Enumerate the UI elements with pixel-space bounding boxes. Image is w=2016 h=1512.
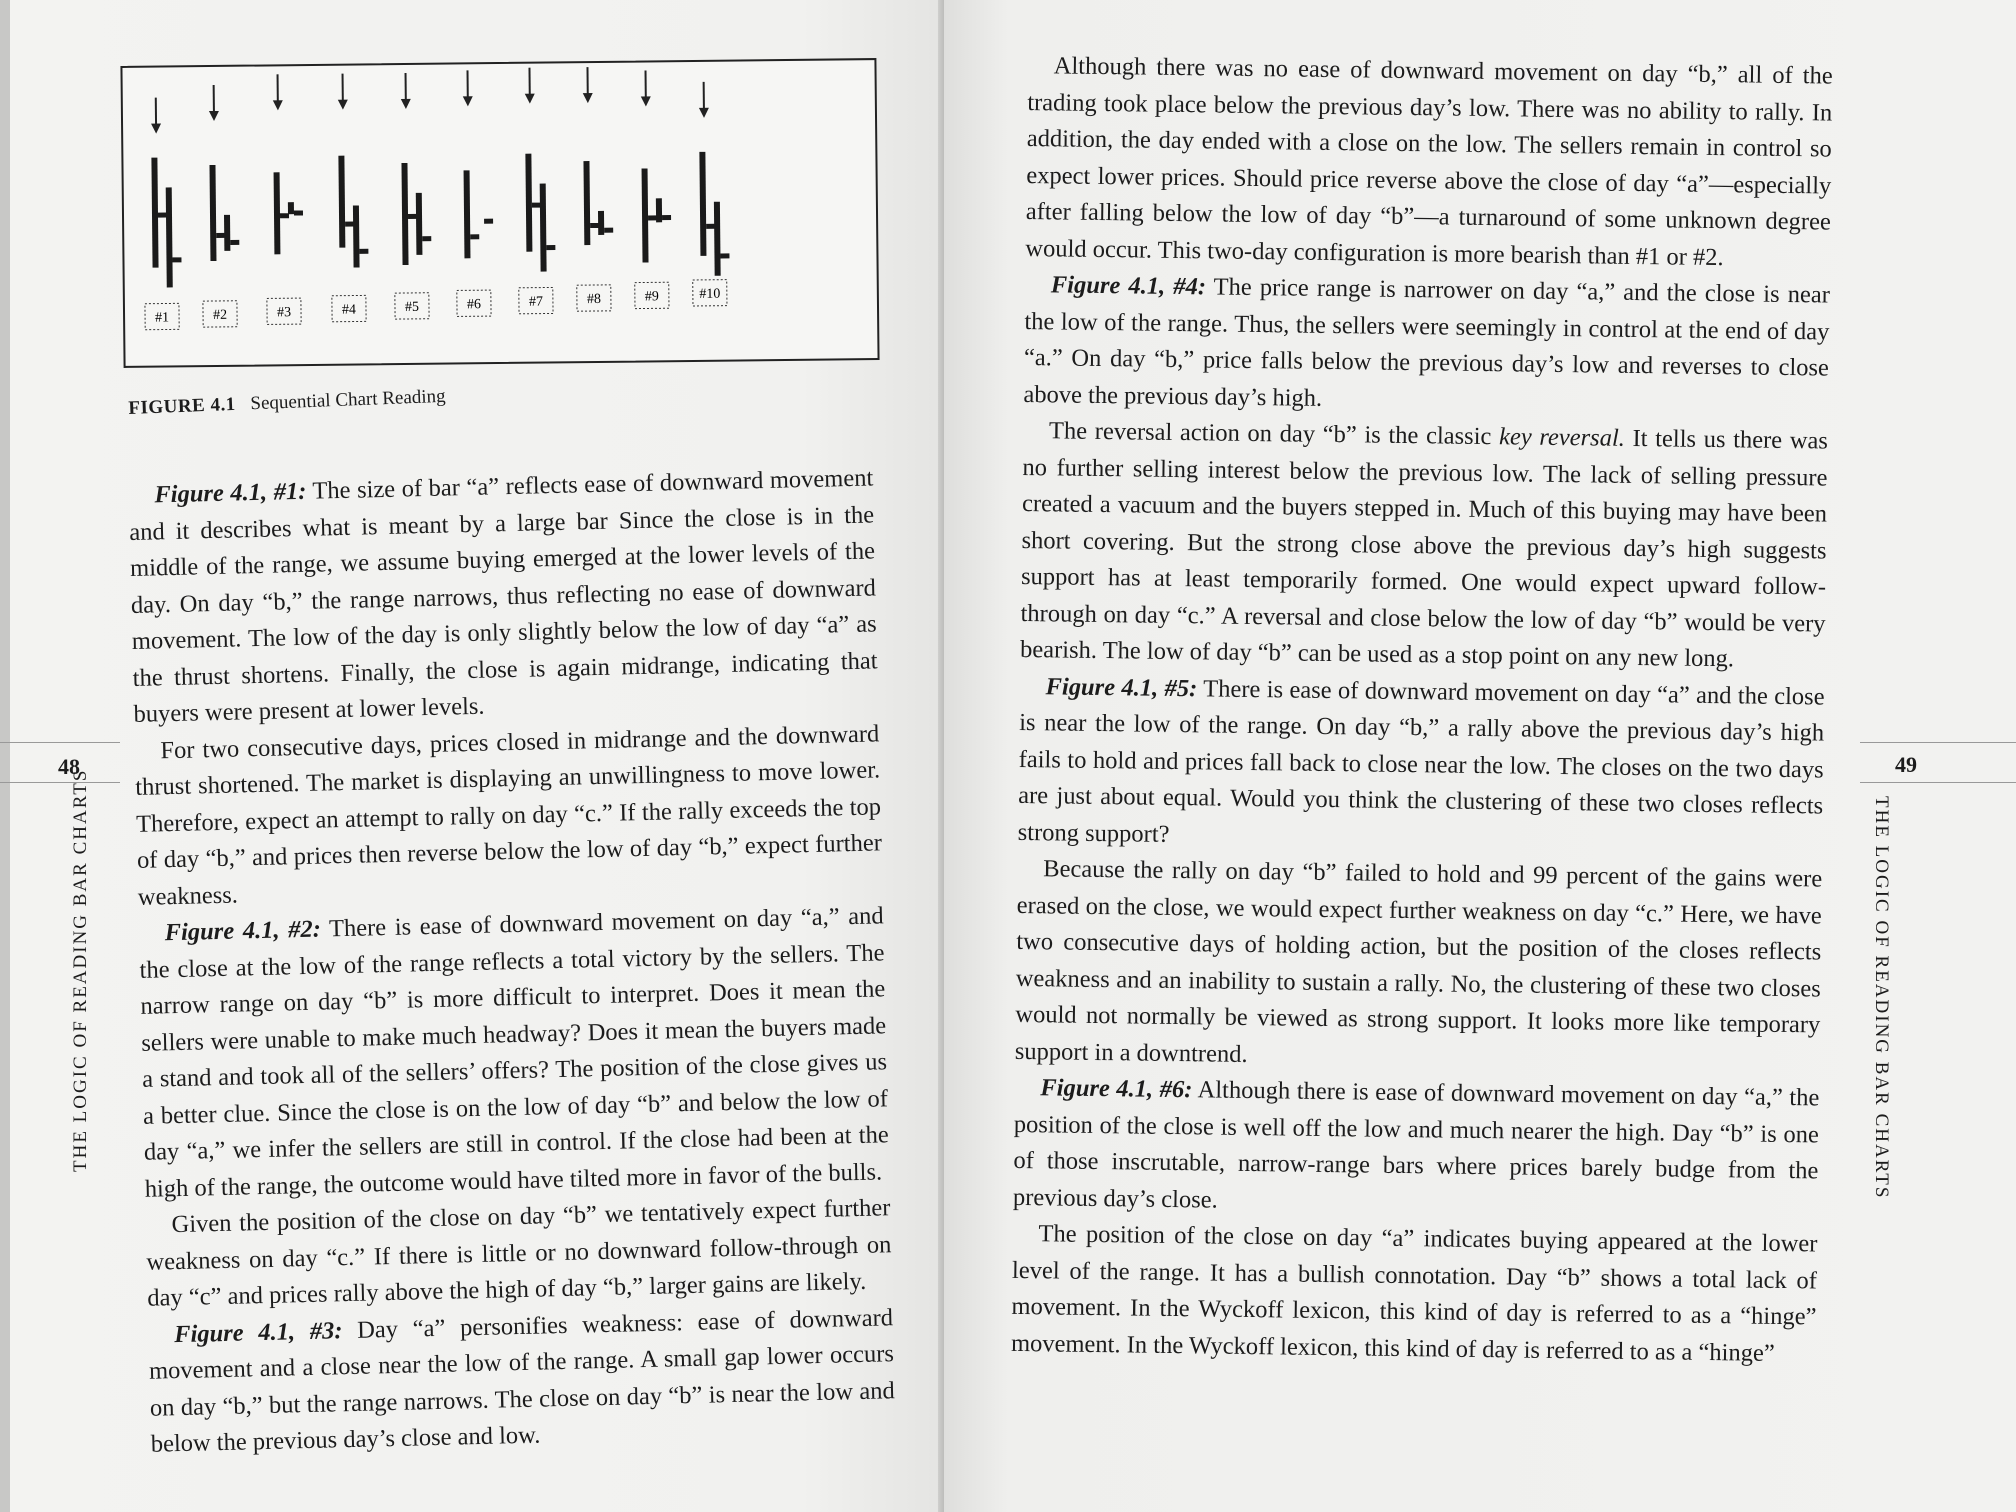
- close-tick: [216, 233, 225, 238]
- figure-reference: Figure 4.1, #1:: [154, 477, 307, 509]
- figure-title: Sequential Chart Reading: [250, 385, 446, 415]
- close-tick: [546, 245, 555, 250]
- figure-number: FIGURE 4.1: [128, 393, 237, 419]
- close-tick: [345, 222, 354, 227]
- page-number: 48: [58, 754, 80, 779]
- close-tick: [706, 224, 715, 229]
- close-tick: [294, 210, 303, 215]
- bar-chart-figure: [122, 60, 877, 366]
- price-bar-day-b: [540, 184, 547, 272]
- close-tick: [604, 228, 613, 233]
- arrow-head-icon: [699, 108, 709, 118]
- paragraph: [1017, 668, 1824, 861]
- chart-group-7: [516, 67, 556, 313]
- paragraph: [145, 1190, 892, 1317]
- figure-reference: Figure 4.1, #2:: [164, 915, 322, 947]
- arrow-head-icon: [273, 100, 283, 110]
- close-tick: [484, 219, 493, 224]
- paragraph: [148, 1300, 896, 1464]
- paragraph-text: Although there is ease of downward movement on day “a,” the position of the close is well off the low and much nearer the high. Day “b” is one of those inscrutable, narrow-range bars where prices barely budge from the previous day’s close.: [1012, 1076, 1820, 1214]
- running-head: THE LOGIC OF READING BAR CHARTS: [70, 768, 91, 1172]
- figure-label: #3: [276, 305, 292, 321]
- price-bar-day-a: [699, 152, 706, 256]
- paragraph-text: The size of bar “a” reflects ease of downward movement and it describes what is meant by a large bar Since the close is in the middle of the range, we assume buying emerged at the lower levels of the day. On day “b,” the range narrows, thus reflecting no ease of downward movement. The low of the day is only slightly below the low of day “a” as the thrust shortens. Finally, the close is again midrange, indicating that buyers were present at lower levels.: [128, 464, 878, 728]
- arrow-head-icon: [525, 94, 535, 104]
- figure-label: #9: [644, 289, 659, 305]
- figure-reference: Figure 4.1, #6:: [1040, 1074, 1193, 1104]
- arrow-head-icon: [151, 124, 161, 134]
- page-number-rule: [1860, 742, 2016, 743]
- price-bar-day-a: [274, 172, 281, 254]
- paragraph: [1013, 1070, 1820, 1227]
- price-bar-day-a: [338, 156, 345, 248]
- chart-group-9: [633, 70, 672, 308]
- paragraph: [138, 898, 890, 1207]
- page-number: 49: [1895, 752, 1917, 777]
- left-body-text: [128, 460, 896, 1463]
- page-edge: [0, 0, 10, 1512]
- close-tick: [470, 234, 479, 239]
- figure-label: #10: [699, 286, 721, 302]
- price-bar-day-b: [353, 205, 360, 267]
- chart-group-8: [574, 67, 614, 311]
- price-bar-day-b: [598, 211, 604, 235]
- close-tick: [158, 212, 167, 217]
- paragraph: [1011, 1216, 1818, 1373]
- price-bar-day-b: [656, 198, 662, 222]
- arrow-head-icon: [401, 99, 411, 109]
- close-tick: [172, 257, 181, 262]
- figure-label: #4: [341, 302, 357, 318]
- price-bar-day-b: [224, 215, 230, 251]
- close-tick: [648, 215, 657, 220]
- price-bar-day-a: [583, 161, 590, 245]
- close-tick: [662, 215, 671, 220]
- figure-reference: Figure 4.1, #3:: [173, 1316, 343, 1348]
- close-tick: [422, 236, 431, 241]
- paragraph-text: Given the position of the close on day “b” we tentatively expect further weakness on day “c.” If there is little or no downward follow-through on day “c” and prices rally above the high of day “b,” larger gains are likely.: [146, 1194, 892, 1312]
- paragraph: [134, 716, 883, 916]
- arrow-head-icon: [209, 111, 219, 121]
- close-tick: [280, 213, 289, 218]
- paragraph: [1023, 267, 1830, 424]
- close-tick: [408, 214, 417, 219]
- paragraph: [128, 460, 879, 733]
- figure-label: #2: [212, 307, 228, 324]
- price-bar-day-b: [166, 187, 173, 287]
- figure-caption: [128, 386, 446, 420]
- figure-label: #1: [155, 310, 170, 326]
- paragraph-text: Because the rally on day “b” failed to hold and 99 percent of the gains were erased on the close, we would expect further weakness on day “c.” Here, we have two consecutive days of holding action, but the position of the closes reflects weakness and an inability to sustain a rally. No, the clustering of these two closes would not normally be viewed as strong support. It looks more like temporary support in a downtrend.: [1014, 855, 1823, 1068]
- paragraph-text: Day “a” personifies weakness: ease of downward movement and a close near the low of the range. A small gap lower occurs on day “b,” but the range narrows. The close on day “b” is near the low and below the previous day’s close and low.: [148, 1303, 896, 1458]
- page-number-rule: [0, 782, 120, 783]
- price-bar-day-a: [464, 170, 471, 258]
- price-bar-day-b: [714, 202, 721, 276]
- figure-label: #7: [528, 294, 544, 310]
- close-tick: [359, 249, 368, 254]
- paragraph-text: For two consecutive days, prices closed in midrange and the downward thrust shortened. The market is displaying an unwillingness to move lower. Therefore, expect an attempt to rally on day “c.” If the rally exceeds the top of day “b,” and prices then reverse below the low of day “b,” expect further weakness.: [134, 719, 883, 911]
- page-number-rule: [1860, 782, 2016, 783]
- close-tick: [230, 240, 239, 245]
- running-head: THE LOGIC OF READING BAR CHARTS: [1871, 796, 1892, 1200]
- paragraph-text: There is ease of downward movement on day “a” and the close is near the low of the range. On day “b,” a rally above the previous day’s high fails to hold and prices fall back to close near the low. The closes on the two days are just about equal. Would you think the clustering of these two closes reflects strong support?: [1017, 674, 1825, 848]
- figure-label: #6: [466, 297, 482, 313]
- paragraph-text: The position of the close on day “a” indicates buying appeared at the lower level of the range. It has a bullish connotation. Day “b” shows a total lack of movement. In the Wyckoff lexicon, this kind of day is referred to as a “hinge” movement. In the Wyckoff lexicon, this kind of day is referred to as a “hinge”: [1010, 1220, 1818, 1367]
- figure-label: #8: [586, 291, 601, 308]
- arrow-head-icon: [463, 96, 473, 106]
- arrow-head-icon: [641, 96, 651, 106]
- left-page: [0, 0, 944, 1512]
- figure-label: #5: [404, 299, 420, 315]
- chart-group-2: [201, 85, 241, 327]
- chart-group-5: [393, 73, 433, 319]
- arrow-head-icon: [338, 100, 348, 110]
- right-body-text: [1011, 48, 1833, 1372]
- paragraph-text: The price range is narrower on day “a,” and the close is near the low of the range. Thus, the sellers were seemingly in control at the end of day “a.” On day “b,” price falls below the previous day’s low and reverses to close above the previous day’s high.: [1023, 273, 1831, 412]
- close-tick: [532, 203, 541, 208]
- chart-group-6: [455, 70, 495, 316]
- chart-group-1: [143, 97, 182, 329]
- price-bar-day-a: [642, 168, 649, 262]
- paragraph-text: It tells us there was no further selling interest below the previous low. The lack of selling pressure created a vacuum and the buyers stepped in. Much of this buying may have been short covering. But the strong close above the previous day’s high suggests support has at least temporarily formed. One would expect upward follow-through on day “c.” A reversal and close below the low of day “b” would be very bearish. The low of day “b” can be used as a stop point on any new long.: [1019, 424, 1829, 673]
- paragraph-text: Although there was no ease of downward movement on day “b,” all of the trading took place below the previous day’s low. There was no ability to rally. In addition, the day ended with a close on the low. The sellers remain in control so expect lower prices. Should price reverse above the close of day “a”—especially after falling below the low of day “b”—a turnaround of some unknown degree would occur. This two-day configuration is more bearish than #1 or #2.: [1025, 52, 1833, 271]
- paragraph: [1025, 48, 1833, 278]
- emphasized-term: key reversal.: [1498, 423, 1626, 452]
- price-bar-day-a: [151, 158, 158, 268]
- paragraph-text: There is ease of downward movement on day “a,” and the close at the low of the range reflects a total victory by the sellers. The narrow range on day “b” is more difficult to interpret. Does it mean the sellers were unable to make much headway? Does it mean the buyers made a stand and took all of the sellers’ offers? The position of the close gives us a better clue. Since the close is on the low of day “b” and below the low of day “a,” we infer the sellers are still in control. If the close had been at the high of the range, the outcome would have tilted more in favor of the bulls.: [139, 902, 890, 1203]
- paragraph-text: The reversal action on day “b” is the classic: [1048, 417, 1500, 451]
- price-bar-day-a: [401, 163, 408, 265]
- figure-4-1: [120, 58, 879, 368]
- paragraph: [1020, 413, 1828, 679]
- close-tick: [720, 253, 729, 258]
- price-bar-day-a: [525, 154, 532, 252]
- figure-reference: Figure 4.1, #4:: [1050, 271, 1207, 301]
- price-bar-day-b: [288, 202, 294, 214]
- page-number-rule: [0, 742, 120, 743]
- close-tick: [590, 223, 599, 228]
- chart-group-3: [265, 74, 305, 324]
- paragraph: [1015, 851, 1823, 1081]
- chart-group-10: [691, 82, 730, 306]
- arrow-head-icon: [583, 93, 593, 103]
- figure-reference: Figure 4.1, #5:: [1045, 672, 1198, 702]
- price-bar-day-a: [209, 165, 216, 261]
- chart-group-4: [330, 73, 370, 321]
- price-bar-day-b: [416, 193, 423, 255]
